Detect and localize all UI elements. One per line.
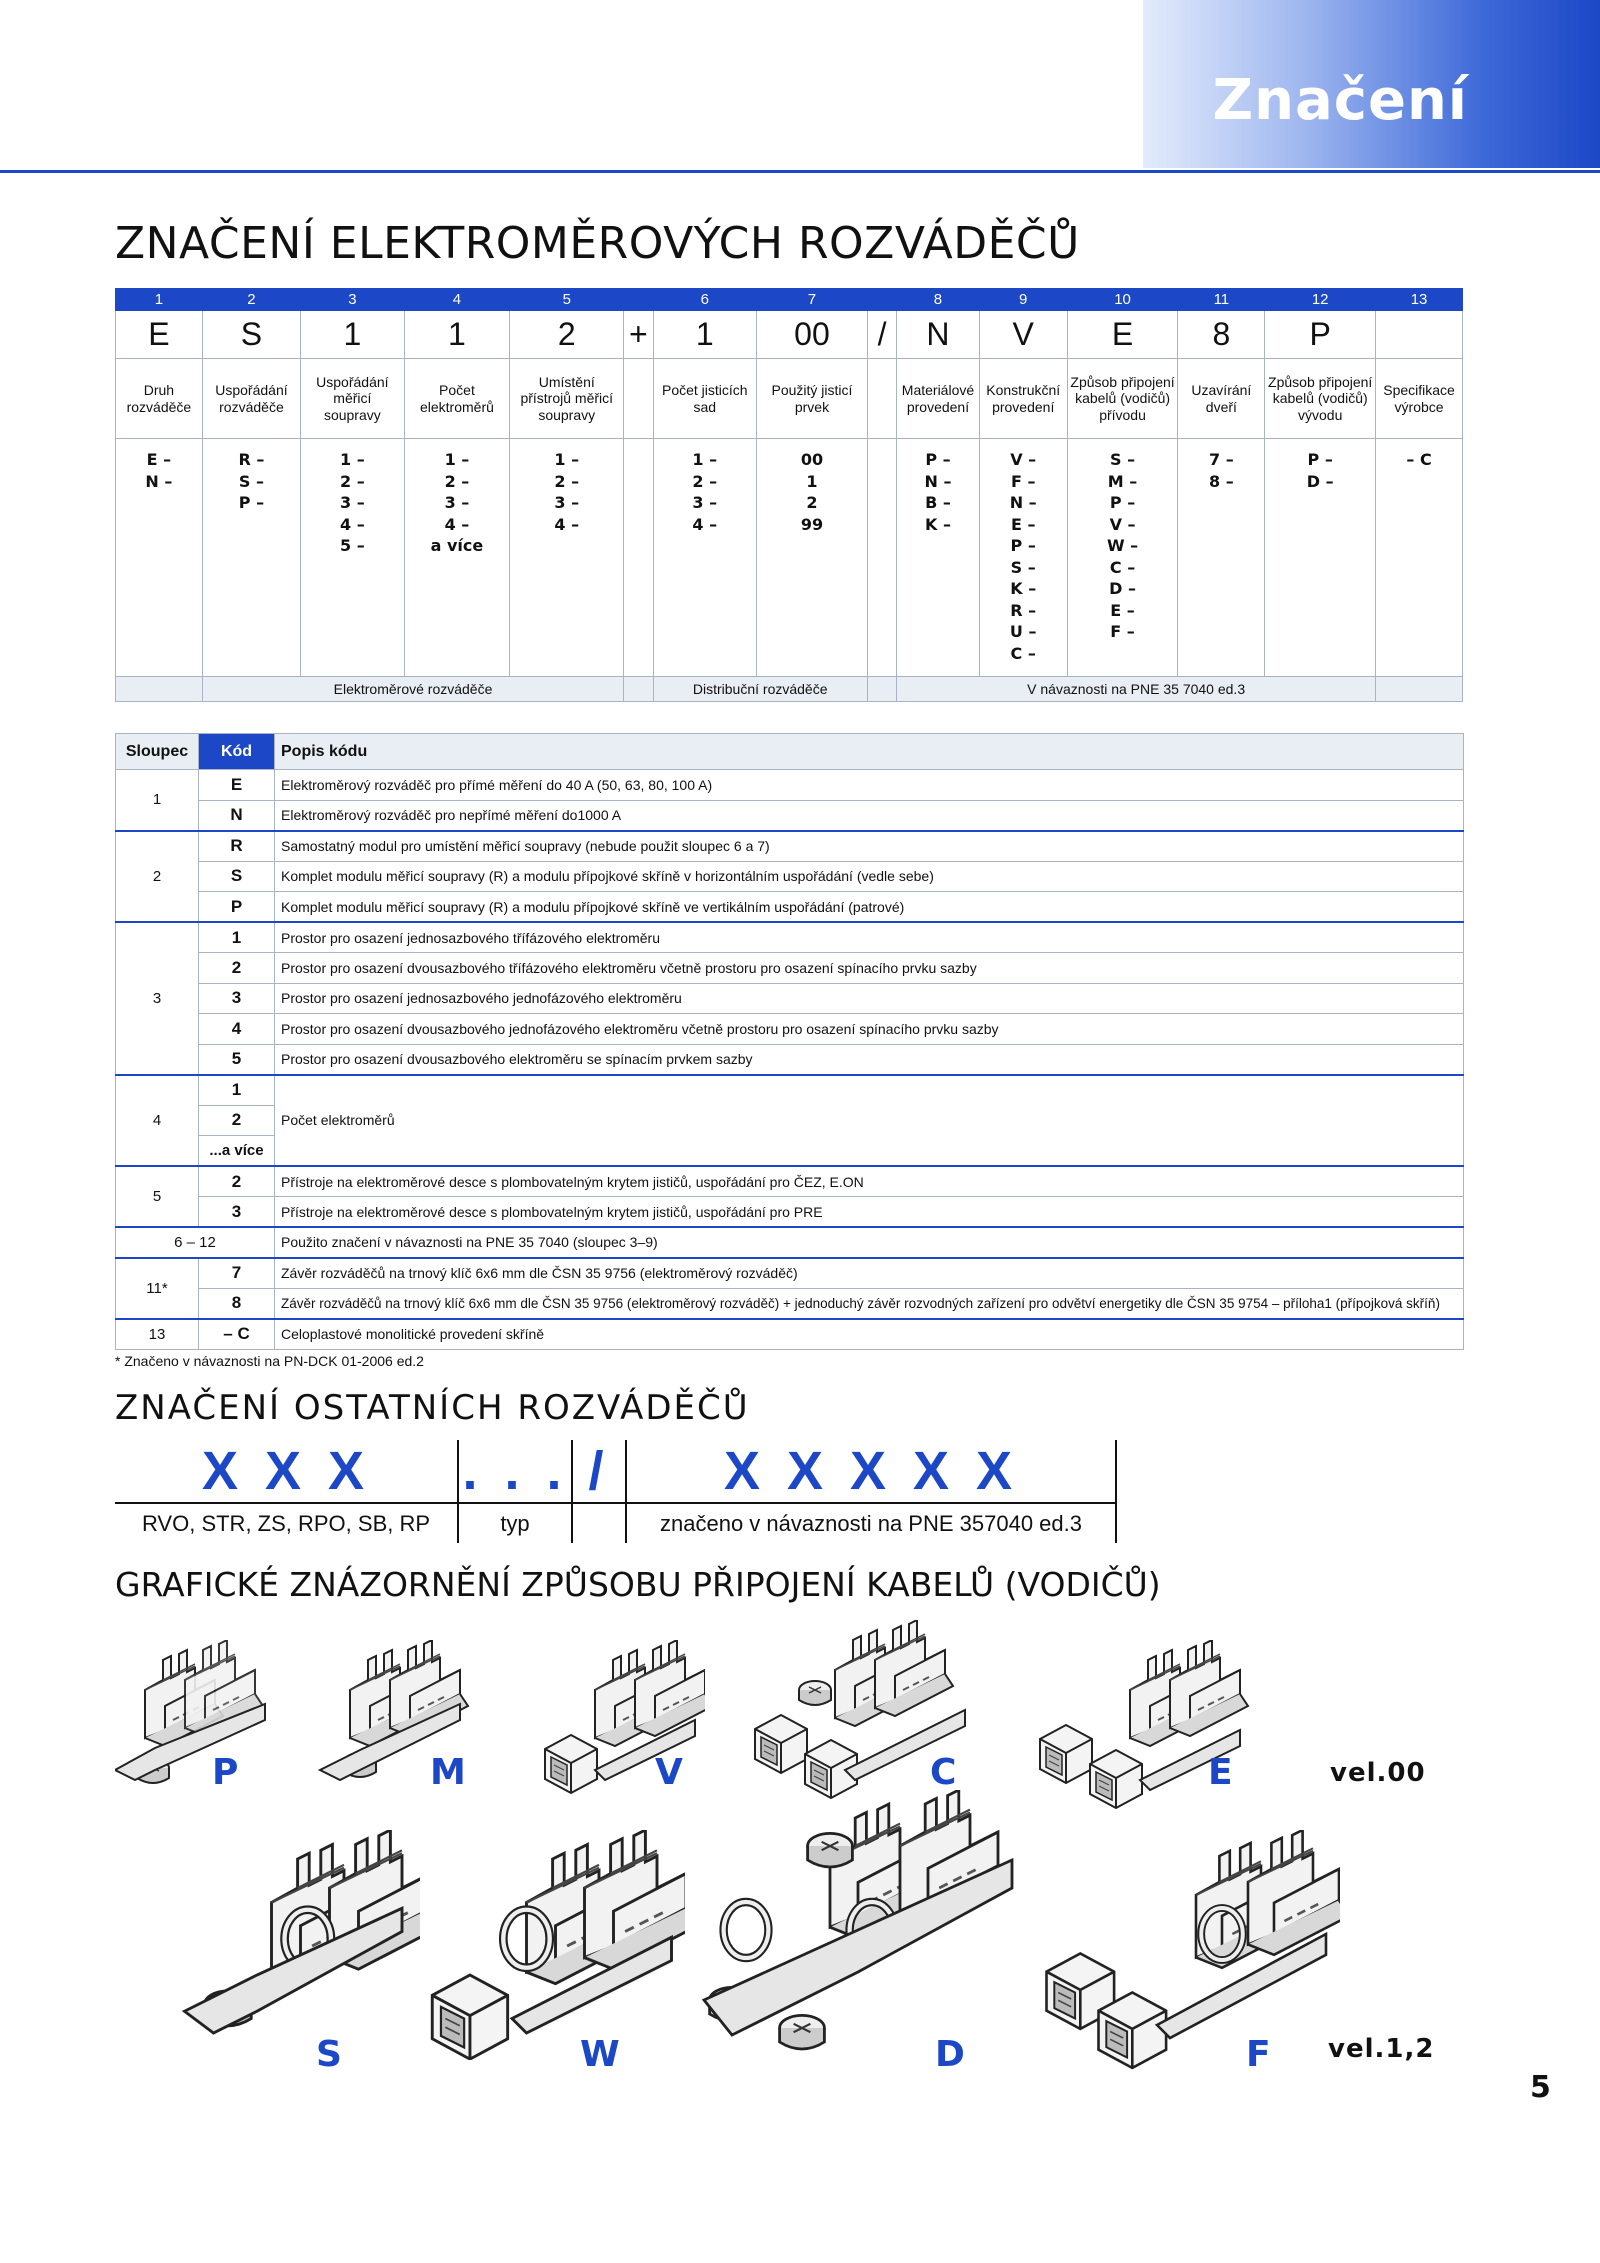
heading-meter-boxes: ZNAČENÍ ELEKTROMĚROVÝCH ROZVÁDĚČŮ bbox=[115, 218, 1080, 269]
legend-head-code: Kód bbox=[199, 734, 275, 770]
col-options: 00 1 2 99 bbox=[757, 439, 868, 677]
col-num: 5 bbox=[510, 289, 624, 311]
col-num-gap bbox=[867, 289, 896, 311]
heading-other-boxes: ZNAČENÍ OSTATNÍCH ROZVÁDĚČŮ bbox=[115, 1388, 750, 1428]
connector-d-icon bbox=[690, 1790, 1020, 2060]
legend-code: 2 bbox=[199, 1105, 275, 1136]
col-num: 10 bbox=[1067, 289, 1178, 311]
other-code-type: . . . bbox=[458, 1440, 572, 1503]
col-num: 11 bbox=[1178, 289, 1265, 311]
table-row bbox=[116, 953, 1464, 984]
legend-desc: Použito značení v návaznosti na PNE 35 7040 (sloupec 3–9) bbox=[275, 1227, 1464, 1258]
col-label: Uzavírání dveří bbox=[1178, 359, 1265, 439]
header-rule bbox=[0, 170, 1600, 173]
col-label: Způsob připojení kabelů (vodičů) přívodu bbox=[1067, 359, 1178, 439]
legend-column: 4 bbox=[116, 1075, 199, 1167]
legend-desc: Prostor pro osazení dvousazbového třífázového elektroměru včetně prostoru pro osazení spínacího prvku sazby bbox=[275, 953, 1464, 984]
other-code-slash: / bbox=[572, 1440, 626, 1503]
legend-column: 3 bbox=[116, 922, 199, 1075]
table-row bbox=[116, 892, 1464, 923]
banner-title: Značení bbox=[1212, 68, 1468, 133]
col-num: 8 bbox=[897, 289, 980, 311]
legend-code: 2 bbox=[199, 1166, 275, 1197]
table-row bbox=[116, 1044, 1464, 1075]
legend-column: 2 bbox=[116, 831, 199, 923]
legend-code: 3 bbox=[199, 983, 275, 1014]
slash-separator: / bbox=[867, 311, 896, 359]
col-num: 4 bbox=[404, 289, 510, 311]
code-value: P bbox=[1265, 311, 1376, 359]
legend-desc: Celoplastové monolitické provedení skříně bbox=[275, 1319, 1464, 1350]
heading-cable-connection: GRAFICKÉ ZNÁZORNĚNÍ ZPŮSOBU PŘIPOJENÍ KABELŮ (VODIČŮ) bbox=[115, 1565, 1161, 1604]
col-num: 7 bbox=[757, 289, 868, 311]
col-num: 3 bbox=[301, 289, 405, 311]
group-spacer bbox=[624, 677, 653, 702]
other-label-gap bbox=[572, 1503, 626, 1543]
table-row bbox=[116, 1014, 1464, 1045]
code-legend-table bbox=[115, 733, 1464, 1350]
legend-desc: Závěr rozváděčů na trnový klíč 6x6 mm dle ČSN 35 9756 (elektroměrový rozváděč) + jednoduchý závěr rozvodných zařízení pro odvětví energetiky dle ČSN 35 9754 – příloha1 (přípojková skříň) bbox=[275, 1288, 1464, 1319]
other-code-xxxxx: X X X X X bbox=[626, 1440, 1116, 1503]
connector-label-v: V bbox=[655, 1752, 683, 1793]
legend-code: 1 bbox=[199, 1075, 275, 1106]
code-value: 1 bbox=[404, 311, 510, 359]
col-label-gap bbox=[867, 359, 896, 439]
other-labels-row bbox=[115, 1503, 1116, 1543]
code-value: 1 bbox=[301, 311, 405, 359]
legend-code: E bbox=[199, 770, 275, 801]
connector-e-icon bbox=[1030, 1640, 1250, 1820]
col-options: P – N – B – K – bbox=[897, 439, 980, 677]
code-value: V bbox=[979, 311, 1067, 359]
col-num-gap bbox=[624, 289, 653, 311]
col-num: 6 bbox=[653, 289, 757, 311]
connector-label-w: W bbox=[580, 2034, 620, 2075]
legend-desc: Přístroje na elektroměrové desce s plombovatelným krytem jističů, uspořádání pro ČEZ, E.ON bbox=[275, 1166, 1464, 1197]
legend-column: 6 – 12 bbox=[116, 1227, 275, 1258]
col-num: 12 bbox=[1265, 289, 1376, 311]
table-row bbox=[116, 1166, 1464, 1197]
column-options-row bbox=[116, 439, 1463, 677]
legend-desc: Elektroměrový rozváděč pro nepřímé měření do1000 A bbox=[275, 800, 1464, 831]
legend-code: 4 bbox=[199, 1014, 275, 1045]
table-row bbox=[116, 922, 1464, 953]
legend-code: 5 bbox=[199, 1044, 275, 1075]
legend-code: – C bbox=[199, 1319, 275, 1350]
col-options: P – D – bbox=[1265, 439, 1376, 677]
col-label: Počet jisticích sad bbox=[653, 359, 757, 439]
legend-desc: Komplet modulu měřicí soupravy (R) a modulu přípojkové skříně ve vertikálním uspořádání (patrové) bbox=[275, 892, 1464, 923]
connector-label-m: M bbox=[430, 1752, 466, 1793]
page-number: 5 bbox=[1530, 2070, 1551, 2105]
legend-desc: Komplet modulu měřicí soupravy (R) a modulu přípojkové skříně v horizontálním uspořádání (vedle sebe) bbox=[275, 861, 1464, 892]
code-value: 00 bbox=[757, 311, 868, 359]
group-meter-boxes: Elektroměrové rozváděče bbox=[202, 677, 623, 702]
col-options-gap bbox=[624, 439, 653, 677]
other-code-row bbox=[115, 1440, 1116, 1503]
group-spacer bbox=[116, 677, 203, 702]
col-options: S – M – P – V – W – C – D – E – F – bbox=[1067, 439, 1178, 677]
connector-label-c: C bbox=[930, 1752, 957, 1793]
legend-code: 2 bbox=[199, 953, 275, 984]
code-value: 1 bbox=[653, 311, 757, 359]
code-value: S bbox=[202, 311, 300, 359]
table-row bbox=[116, 1258, 1464, 1289]
legend-code: ...a více bbox=[199, 1136, 275, 1167]
plus-separator: + bbox=[624, 311, 653, 359]
table-row bbox=[116, 861, 1464, 892]
legend-code: R bbox=[199, 831, 275, 862]
col-label: Umístění přístrojů měřicí soupravy bbox=[510, 359, 624, 439]
col-label: Použitý jisticí prvek bbox=[757, 359, 868, 439]
col-label: Způsob připojení kabelů (vodičů) vývodu bbox=[1265, 359, 1376, 439]
legend-desc: Přístroje na elektroměrové desce s plombovatelným krytem jističů, uspořádání pro PRE bbox=[275, 1197, 1464, 1228]
code-value: E bbox=[1067, 311, 1178, 359]
connector-label-f: F bbox=[1246, 2034, 1271, 2075]
col-label: Počet elektroměrů bbox=[404, 359, 510, 439]
column-numbers-row bbox=[116, 289, 1463, 311]
group-spacer bbox=[867, 677, 896, 702]
col-num: 2 bbox=[202, 289, 300, 311]
code-structure-table bbox=[115, 288, 1463, 702]
table-row bbox=[116, 1075, 1464, 1106]
col-options: V – F – N – E – P – S – K – R – U – C – bbox=[979, 439, 1067, 677]
size-label-00: vel.00 bbox=[1330, 1758, 1426, 1788]
legend-code: P bbox=[199, 892, 275, 923]
code-value: E bbox=[116, 311, 203, 359]
col-label: Uspořádání měřicí soupravy bbox=[301, 359, 405, 439]
col-options: 1 – 2 – 3 – 4 – bbox=[510, 439, 624, 677]
other-code-xxx: X X X bbox=[115, 1440, 458, 1503]
col-label-gap bbox=[624, 359, 653, 439]
table-row bbox=[116, 983, 1464, 1014]
legend-code: 1 bbox=[199, 922, 275, 953]
table-row bbox=[116, 1319, 1464, 1350]
col-options: 1 – 2 – 3 – 4 – a více bbox=[404, 439, 510, 677]
col-options: – C bbox=[1376, 439, 1463, 677]
col-num: 9 bbox=[979, 289, 1067, 311]
connector-f-icon bbox=[1040, 1830, 1340, 2080]
other-code-table bbox=[115, 1440, 1117, 1543]
connector-label-s: S bbox=[316, 2034, 342, 2075]
col-label: Druh rozváděče bbox=[116, 359, 203, 439]
table-row bbox=[116, 800, 1464, 831]
legend-code: 8 bbox=[199, 1288, 275, 1319]
col-options: 1 – 2 – 3 – 4 – 5 – bbox=[301, 439, 405, 677]
header-banner bbox=[1143, 0, 1600, 168]
connector-label-p: P bbox=[212, 1752, 239, 1793]
connector-label-e: E bbox=[1208, 1752, 1233, 1793]
legend-code: 3 bbox=[199, 1197, 275, 1228]
legend-code: S bbox=[199, 861, 275, 892]
example-code-row bbox=[116, 311, 1463, 359]
table-row bbox=[116, 1197, 1464, 1228]
legend-desc: Prostor pro osazení dvousazbového jednofázového elektroměru včetně prostoru pro osazení spínacího prvku sazby bbox=[275, 1014, 1464, 1045]
footnote: * Značeno v návaznosti na PN-DCK 01-2006 ed.2 bbox=[115, 1353, 424, 1369]
code-value bbox=[1376, 311, 1463, 359]
other-label-pne: značeno v návaznosti na PNE 357040 ed.3 bbox=[626, 1503, 1116, 1543]
legend-column: 5 bbox=[116, 1166, 199, 1227]
group-pne: V návaznosti na PNE 35 7040 ed.3 bbox=[897, 677, 1376, 702]
legend-desc: Prostor pro osazení jednosazbového jednofázového elektroměru bbox=[275, 983, 1464, 1014]
col-options: E – N – bbox=[116, 439, 203, 677]
col-label: Uspořádání rozváděče bbox=[202, 359, 300, 439]
legend-desc: Prostor pro osazení jednosazbového třífázového elektroměru bbox=[275, 922, 1464, 953]
group-labels-row bbox=[116, 677, 1463, 702]
connector-label-d: D bbox=[935, 2034, 965, 2075]
code-value: N bbox=[897, 311, 980, 359]
legend-desc: Prostor pro osazení dvousazbového elektroměru se spínacím prvkem sazby bbox=[275, 1044, 1464, 1075]
col-options: 7 – 8 – bbox=[1178, 439, 1265, 677]
legend-column: 13 bbox=[116, 1319, 199, 1350]
column-labels-row bbox=[116, 359, 1463, 439]
col-label: Materiálové provedení bbox=[897, 359, 980, 439]
col-options: 1 – 2 – 3 – 4 – bbox=[653, 439, 757, 677]
legend-desc: Samostatný modul pro umístění měřicí soupravy (nebude použit sloupec 6 a 7) bbox=[275, 831, 1464, 862]
size-label-12: vel.1,2 bbox=[1328, 2034, 1435, 2064]
col-options-gap bbox=[867, 439, 896, 677]
legend-desc: Závěr rozváděčů na trnový klíč 6x6 mm dle ČSN 35 9756 (elektroměrový rozváděč) bbox=[275, 1258, 1464, 1289]
legend-desc: Elektroměrový rozváděč pro přímé měření do 40 A (50, 63, 80, 100 A) bbox=[275, 770, 1464, 801]
legend-desc: Počet elektroměrů bbox=[275, 1075, 1464, 1167]
connector-w-icon bbox=[425, 1830, 685, 2060]
code-value: 8 bbox=[1178, 311, 1265, 359]
legend-column: 11* bbox=[116, 1258, 199, 1319]
group-spacer bbox=[1376, 677, 1463, 702]
legend-code: 7 bbox=[199, 1258, 275, 1289]
other-label-types: RVO, STR, ZS, RPO, SB, RP bbox=[115, 1503, 458, 1543]
group-distribution: Distribuční rozváděče bbox=[653, 677, 867, 702]
table-row bbox=[116, 770, 1464, 801]
col-num: 13 bbox=[1376, 289, 1463, 311]
legend-head-desc: Popis kódu bbox=[275, 734, 1464, 770]
table-row bbox=[116, 1227, 1464, 1258]
col-num: 1 bbox=[116, 289, 203, 311]
legend-head-column: Sloupec bbox=[116, 734, 199, 770]
col-options: R – S – P – bbox=[202, 439, 300, 677]
legend-column: 1 bbox=[116, 770, 199, 831]
table-row bbox=[116, 831, 1464, 862]
legend-code: N bbox=[199, 800, 275, 831]
other-label-typ: typ bbox=[458, 1503, 572, 1543]
connector-p-icon bbox=[115, 1640, 275, 1810]
connector-s-icon bbox=[170, 1830, 420, 2060]
table-row bbox=[116, 1288, 1464, 1319]
col-label: Specifikace výrobce bbox=[1376, 359, 1463, 439]
col-label: Konstrukční provedení bbox=[979, 359, 1067, 439]
code-value: 2 bbox=[510, 311, 624, 359]
legend-header-row bbox=[116, 734, 1464, 770]
